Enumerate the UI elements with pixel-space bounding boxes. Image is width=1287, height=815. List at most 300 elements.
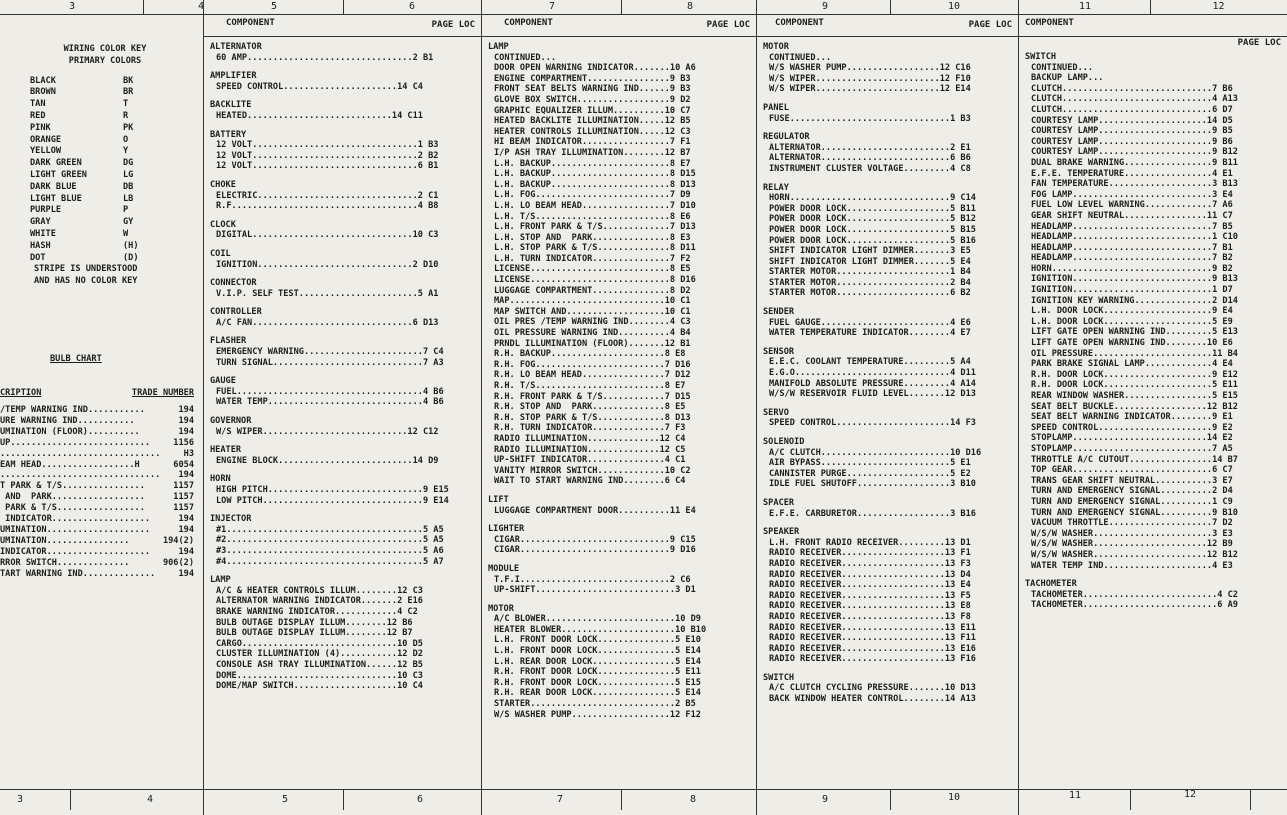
grid-cell: 8: [686, 1, 694, 12]
color-key-title: WIRING COLOR KEY: [63, 44, 147, 54]
bulb-row: [0, 449, 200, 460]
color-code: (H): [123, 240, 139, 251]
component-entry: CLUTCH.............................7 B6: [1031, 83, 1233, 94]
component-entry: L.H. DOOR LOCK.....................9 E4: [1031, 306, 1233, 317]
component-entry: W/S/W RESERVOIR FLUID LEVEL.......12 D13: [769, 389, 976, 400]
color-name: DOT: [30, 252, 46, 263]
component-entry: L.H. FRONT RADIO RECEIVER.........13 D1: [769, 537, 971, 548]
component-entry: R.H. STOP AND PARK..............8 E5: [494, 402, 686, 413]
component-section: [1025, 52, 1281, 571]
component-entry: THROTTLE A/C CUTOUT................14 B7: [1031, 454, 1238, 465]
component-entry: HEATED............................14 C11: [216, 110, 423, 121]
grid-cell: 9: [821, 794, 829, 805]
component-entry: LICENSE...........................8 D16: [494, 275, 696, 286]
bulb-row: [0, 536, 200, 547]
component-entry: L.H. BACKUP.......................8 D15: [494, 169, 696, 180]
color-key-row: [30, 253, 180, 265]
section-title: PANEL: [763, 102, 789, 113]
bulb-row: [0, 470, 200, 481]
component-entry: HEADLAMP...........................7 B1: [1031, 242, 1233, 253]
section-title: SWITCH: [1025, 52, 1057, 62]
color-name: BLACK: [30, 75, 56, 86]
component-section: [210, 575, 475, 692]
component-entry: OIL PRESSURE WARNING IND..........4 B4: [494, 328, 691, 339]
bulb-description: UMINATION................: [0, 535, 130, 546]
component-entry: POWER DOOR LOCK....................5 B16: [769, 235, 976, 246]
component-entry: W/S WIPER............................12 C12: [216, 426, 439, 437]
component-entry: ALTERNATOR.........................6 B6: [769, 153, 971, 164]
column-header: [1019, 16, 1287, 48]
bulb-row: [0, 405, 200, 416]
component-entry: R.H. T/S.........................8 E7: [494, 381, 686, 391]
bulb-trade-number: 194: [178, 470, 194, 481]
grid-divider: [343, 790, 344, 810]
section-title: HEATER: [210, 445, 242, 456]
color-key-subtitle: PRIMARY COLORS: [68, 55, 142, 66]
component-section: [210, 100, 475, 121]
component-list: [210, 42, 475, 692]
component-entry: L.H. LO BEAM HEAD.................7 D10: [494, 200, 696, 211]
component-entry: PARK BRAKE SIGNAL LAMP.............4 E4: [1031, 359, 1233, 370]
section-title: FLASHER: [210, 336, 247, 347]
section-title: CONTROLLER: [210, 307, 262, 318]
section-title: MOTOR: [763, 42, 789, 52]
component-entry: CONTINUED...: [494, 52, 557, 63]
component-entry: AIR BYPASS.........................5 E1: [769, 458, 971, 469]
grid-cell: 4: [146, 794, 154, 805]
color-code: DB: [123, 181, 134, 192]
component-entry: R.H. DOOR LOCK.....................9 E12: [1031, 369, 1238, 380]
component-entry: STOPLAMP..........................14 E2: [1031, 433, 1233, 444]
color-code: O: [123, 134, 129, 145]
color-name: BROWN: [30, 87, 56, 98]
component-header: COMPONENT: [504, 18, 553, 28]
component-entry: 12 VOLT................................1 B3: [216, 140, 439, 151]
component-entry: 12 VOLT................................2 B2: [216, 150, 439, 161]
grid-cell: 7: [548, 1, 556, 12]
component-entry: RADIO RECEIVER....................13 F16: [769, 654, 976, 665]
component-entry: MANIFOLD ABSOLUTE PRESSURE.........4 A14: [769, 378, 976, 389]
component-entry: TURN AND EMERGENCY SIGNAL..........2 D4: [1031, 486, 1233, 497]
component-entry: POWER DOOR LOCK....................5 B11: [769, 203, 976, 214]
component-entry: BULB OUTAGE DISPLAY ILLUM........12 B6: [216, 617, 413, 628]
page-loc-header: PAGE LOC: [1237, 38, 1281, 48]
component-entry: W/S WASHER PUMP..................12 C16: [769, 63, 971, 74]
bulb-trade-number: 6054: [173, 459, 194, 470]
grid-divider: [621, 790, 622, 810]
component-entry: DOME/MAP SWITCH....................10 C4: [216, 681, 423, 692]
component-entry: COURTESY LAMP......................9 B12: [1031, 147, 1238, 158]
component-entry: LIFT GATE OPEN WARNING IND........10 E6: [1031, 338, 1233, 349]
bulb-description: RROR SWITCH..............: [0, 557, 130, 568]
component-entry: L.H. T/S..........................8 E6: [494, 211, 691, 222]
component-entry: HEATER BLOWER......................10 B10: [494, 624, 707, 635]
section-title: SPEAKER: [763, 527, 800, 538]
bulb-trade-number: 194: [178, 514, 194, 525]
grid-divider: [756, 790, 757, 810]
component-section: [763, 673, 1012, 705]
color-name: DARK GREEN: [30, 158, 82, 169]
component-entry: #3......................................5 A6: [216, 545, 444, 556]
grid-divider: [1250, 790, 1251, 810]
component-entry: CLUSTER ILLUMINATION (4)...........12 D2: [216, 649, 423, 660]
component-entry: W/S/W WASHER......................12 B12: [1031, 549, 1238, 560]
component-section: [210, 130, 475, 172]
bulb-trade-number: 194: [178, 568, 194, 579]
color-key-row: [30, 123, 180, 135]
component-entry: LOW PITCH...............................9 E14: [216, 495, 449, 506]
component-entry: RADIO RECEIVER....................13 F11: [769, 633, 976, 644]
component-entry: FAN TEMPERATURE....................3 B13: [1031, 179, 1238, 190]
component-entry: VANITY MIRROR SWITCH.............10 C2: [494, 465, 691, 476]
component-entry: TRANS GEAR SHIFT NEUTRAL...........3 E7: [1031, 475, 1233, 486]
color-key-row: [30, 76, 180, 88]
bulb-chart-list: [0, 405, 200, 580]
color-code: BK: [123, 75, 134, 86]
component-entry: HIGH PITCH..............................9 E15: [216, 485, 449, 495]
component-entry: RADIO RECEIVER....................13 F3: [769, 558, 971, 569]
bulb-description: ...............................: [0, 448, 161, 459]
component-entry: A/C FAN...............................6 D13: [216, 317, 439, 328]
bulb-trade-number: 194: [178, 405, 194, 415]
component-entry: DIGITAL...............................10 C3: [216, 230, 439, 241]
component-entry: EMERGENCY WARNING.......................7 C4: [216, 347, 444, 358]
component-entry: DOOR OPEN WARNING INDICATOR.......10 A6: [494, 63, 696, 74]
grid-divider: [1018, 790, 1019, 810]
color-name: YELLOW: [30, 146, 62, 157]
component-entry: CIGAR.............................9 D16: [494, 545, 696, 556]
component-entry: BRAKE WARNING INDICATOR............4 C2: [216, 606, 418, 617]
component-section: [210, 514, 475, 567]
page-loc-header: PAGE LOC: [431, 20, 475, 30]
section-title: SWITCH: [763, 672, 795, 683]
component-entry: R.H. TURN INDICATOR..............7 F3: [494, 423, 686, 434]
section-title: LAMP: [488, 42, 509, 52]
section-title: MODULE: [488, 563, 520, 574]
component-section: [210, 336, 475, 368]
bulb-trade-number: 194: [178, 426, 194, 437]
component-entry: COURTESY LAMP.....................14 D5: [1031, 115, 1233, 126]
component-entry: WATER TEMP..............................4 B6: [216, 397, 444, 408]
section-title: MOTOR: [488, 603, 514, 614]
bulb-row: [0, 427, 200, 438]
component-entry: BACKUP LAMP...: [1031, 73, 1104, 84]
color-key-row: [30, 87, 180, 99]
bulb-row: [0, 525, 200, 536]
component-entry: L.H. FRONT DOOR LOCK...............5 E10: [494, 635, 701, 646]
component-entry: RADIO RECEIVER....................13 E4: [769, 580, 971, 591]
component-entry: STARTER MOTOR......................2 B4: [769, 277, 971, 288]
stripe-note: AND HAS NO COLOR KEY: [34, 276, 138, 287]
component-entry: WATER TEMP IND.....................4 E3: [1031, 560, 1233, 571]
bulb-description: UMINATION....................: [0, 524, 151, 535]
component-entry: DOME...............................10 C3: [216, 670, 423, 681]
bulb-description: UMINATION (FLOOR)..........: [0, 426, 140, 437]
component-entry: FUEL....................................4 B6: [216, 386, 444, 397]
section-title: GOVERNOR: [210, 416, 252, 427]
color-key-row: [30, 217, 180, 229]
bulb-description: URE WARNING IND...........: [0, 415, 135, 426]
color-name: GRAY: [30, 217, 51, 228]
component-entry: IGNITION..............................2 D10: [216, 259, 439, 270]
component-list: [488, 42, 750, 720]
component-entry: R.H. BACKUP......................8 E8: [494, 349, 686, 360]
component-entry: #4......................................5 A7: [216, 556, 444, 567]
component-entry: GRAPHIC EQUALIZER ILLUM..........10 C7: [494, 105, 691, 116]
component-entry: COURTESY LAMP......................9 B6: [1031, 136, 1233, 147]
component-entry: CONTINUED...: [769, 52, 832, 63]
component-section: [763, 307, 1012, 339]
component-entry: LUGGAGE COMPARTMENT...............8 D2: [494, 285, 691, 296]
section-title: HORN: [210, 474, 231, 485]
grid-cell: 10: [947, 792, 961, 803]
page-loc-header: PAGE LOC: [968, 20, 1012, 30]
color-key-row: [30, 135, 180, 147]
component-section: [488, 564, 750, 596]
component-entry: TOP GEAR...........................6 C7: [1031, 465, 1233, 476]
bulb-row: [0, 492, 200, 503]
component-section: [210, 376, 475, 408]
component-section: [210, 220, 475, 241]
bulb-description: AND PARK..................: [0, 492, 145, 503]
bulb-description: EAM HEAD..................H: [0, 459, 140, 470]
component-entry: R.H. FRONT PARK & T/S............7 D15: [494, 391, 691, 402]
grid-cell: 12: [1183, 789, 1197, 800]
bulb-row: [0, 416, 200, 427]
top-grid-ruler: [0, 0, 1287, 15]
component-section: [210, 416, 475, 437]
bulb-row: [0, 514, 200, 525]
component-section: [210, 71, 475, 92]
component-column-2: [482, 14, 756, 789]
section-title: LAMP: [210, 575, 231, 586]
component-entry: TURN AND EMERGENCY SIGNAL..........1 C9: [1031, 496, 1233, 507]
color-key-row: [30, 146, 180, 158]
component-entry: STOPLAMP...........................7 A5: [1031, 443, 1233, 454]
component-entry: INSTRUMENT CLUSTER VOLTAGE.........4 C8: [769, 163, 971, 174]
bulb-row: [0, 481, 200, 492]
component-entry: W/S/W WASHER......................12 B9: [1031, 539, 1233, 550]
grid-cell: 4: [197, 1, 204, 12]
section-title: SPACER: [763, 497, 795, 508]
component-entry: IDLE FUEL SHUTOFF..................3 B10: [769, 479, 976, 490]
component-entry: L.H. TURN INDICATOR...............7 F2: [494, 253, 691, 264]
bulb-trade-number: 194(2): [162, 535, 194, 546]
component-section: [210, 278, 475, 299]
color-key-column: [0, 14, 203, 789]
component-entry: L.H. BACKUP.......................8 D13: [494, 179, 696, 190]
color-name: TAN: [30, 99, 46, 110]
component-section: [763, 132, 1012, 174]
trade-number-header: TRADE NUMBER: [131, 388, 194, 398]
description-header: CRIPTION: [0, 388, 42, 398]
component-entry: A/C CLUTCH CYCLING PRESSURE.......10 D13: [769, 683, 976, 694]
component-entry: RADIO ILLUMINATION..............12 C5: [494, 444, 686, 455]
color-code: W: [123, 228, 129, 239]
bulb-description: /TEMP WARNING IND...........: [0, 405, 145, 415]
component-section: [763, 527, 1012, 665]
component-entry: R.F....................................4 B8: [216, 201, 439, 212]
column-header: [482, 16, 756, 37]
component-section: [488, 42, 750, 487]
column-header: [757, 16, 1018, 37]
color-key-row: [30, 99, 180, 111]
component-entry: OIL PRESSURE.......................11 B4: [1031, 348, 1238, 359]
component-entry: LUGGAGE COMPARTMENT DOOR..........11 E4: [494, 505, 696, 516]
color-key-row: [30, 158, 180, 170]
bulb-row: [0, 547, 200, 558]
grid-divider: [70, 790, 71, 810]
component-section: [210, 445, 475, 466]
component-entry: E.F.E. TEMPERATURE.................4 E1: [1031, 168, 1233, 179]
bulb-row: [0, 503, 200, 514]
component-entry: R.H. FRONT DOOR LOCK...............5 E15: [494, 677, 701, 688]
component-section: [488, 604, 750, 721]
component-entry: HEADLAMP...........................1 C10: [1031, 232, 1238, 243]
section-title: TACHOMETER: [1025, 579, 1077, 590]
component-entry: #1......................................5 A5: [216, 524, 444, 535]
component-entry: RADIO RECEIVER....................13 E8: [769, 601, 971, 612]
component-section: [763, 183, 1012, 300]
section-title: ALTERNATOR: [210, 42, 262, 52]
component-entry: L.H. FRONT PARK & T/S.............7 D13: [494, 222, 696, 233]
bulb-row: [0, 438, 200, 449]
color-name: WHITE: [30, 228, 56, 239]
color-name: ORANGE: [30, 134, 62, 145]
wiring-color-key: [30, 44, 180, 288]
component-entry: RADIO RECEIVER....................13 E16: [769, 643, 976, 654]
component-entry: OIL PRES /TEMP WARNING IND........4 C3: [494, 317, 691, 328]
component-entry: R.H. REAR DOOR LOCK................5 E14: [494, 688, 701, 699]
component-section: [210, 42, 475, 63]
component-section: [763, 103, 1012, 124]
color-name: RED: [30, 110, 46, 121]
color-key-row: [30, 194, 180, 206]
component-section: [488, 495, 750, 516]
component-entry: A/C & HEATER CONTROLS ILLUM........12 C3: [216, 585, 423, 596]
grid-cell: 9: [821, 1, 829, 12]
component-entry: SHIFT INDICATOR LIGHT DIMMER.......5 E4: [769, 256, 971, 267]
component-entry: WAIT TO START WARNING IND........6 C4: [494, 476, 686, 487]
bulb-trade-number: H3: [183, 448, 194, 459]
component-section: [763, 347, 1012, 400]
component-entry: R.H. DOOR LOCK.....................5 E11: [1031, 380, 1238, 391]
component-entry: BACK WINDOW HEATER CONTROL........14 A13: [769, 694, 976, 705]
component-entry: I/P ASH TRAY ILLUMINATION........12 B7: [494, 147, 691, 158]
component-entry: IGNITION...........................1 D7: [1031, 285, 1233, 296]
component-entry: VACUUM THROTTLE....................7 D2: [1031, 518, 1233, 529]
component-entry: REAR WINDOW WASHER.................5 E15: [1031, 391, 1238, 401]
component-entry: L.H. FRONT DOOR LOCK...............5 E14: [494, 646, 701, 657]
component-entry: MAP..............................10 C1: [494, 296, 691, 307]
component-entry: V.I.P. SELF TEST.......................5 A1: [216, 288, 439, 299]
component-entry: ENGINE COMPARTMENT................9 B3: [494, 73, 691, 84]
component-section: [1025, 579, 1281, 611]
component-entry: R.H. FOG.........................7 D16: [494, 359, 691, 370]
section-title: CLOCK: [210, 219, 236, 230]
color-name: PINK: [30, 122, 51, 133]
component-header: COMPONENT: [226, 18, 275, 28]
section-title: INJECTOR: [210, 514, 252, 525]
color-name: DARK BLUE: [30, 181, 77, 192]
stripe-note: STRIPE IS UNDERSTOOD: [34, 264, 138, 275]
color-name: LIGHT BLUE: [30, 193, 82, 204]
color-code: BR: [123, 87, 134, 98]
component-entry: HEADLAMP...........................7 B2: [1031, 253, 1233, 264]
component-entry: DUAL BRAKE WARNING.................9 B11: [1031, 157, 1238, 168]
component-entry: RADIO RECEIVER....................13 E11: [769, 622, 976, 633]
page-loc-header: PAGE LOC: [706, 20, 750, 30]
grid-divider: [203, 790, 204, 810]
component-entry: GLOVE BOX SWITCH..................9 D2: [494, 94, 691, 105]
color-name: LIGHT GREEN: [30, 169, 87, 180]
section-title: AMPLIFIER: [210, 71, 257, 82]
grid-cell: 11: [1078, 1, 1092, 12]
section-title: SOLENOID: [763, 437, 805, 447]
component-entry: #2......................................5 A5: [216, 535, 444, 546]
component-entry: FUSE...............................1 B3: [769, 113, 971, 124]
section-title: BATTERY: [210, 129, 247, 140]
component-entry: E.F.E. CARBURETOR..................3 B16: [769, 508, 976, 519]
bulb-trade-number: 194: [178, 415, 194, 426]
component-entry: CLUTCH.............................6 D7: [1031, 104, 1233, 115]
color-name: HASH: [30, 240, 51, 251]
bulb-description: PARK & T/S.................: [0, 503, 145, 514]
bulb-trade-number: 1156: [173, 437, 194, 448]
component-section: [210, 180, 475, 212]
color-code: PK: [123, 122, 134, 133]
section-title: REGULATOR: [763, 132, 810, 143]
component-entry: E.E.C. COOLANT TEMPERATURE.........5 A4: [769, 357, 971, 368]
bulb-description: UP...........................: [0, 437, 151, 448]
component-entry: UP-SHIFT...........................3 D1: [494, 585, 696, 596]
component-entry: ELECTRIC...............................2 C1: [216, 190, 439, 201]
bulb-description: INDICATOR...................: [0, 514, 151, 525]
component-entry: T.F.I.............................2 C6: [494, 574, 691, 585]
component-entry: SPEED CONTROL......................14 F3: [769, 418, 976, 429]
component-header: COMPONENT: [775, 18, 824, 28]
grid-cell: 10: [947, 1, 961, 12]
component-column-3: [757, 14, 1018, 789]
bulb-row: [0, 460, 200, 471]
component-entry: CARGO..............................10 D5: [216, 638, 423, 649]
component-entry: CLUTCH.............................4 A13: [1031, 94, 1238, 105]
bulb-description: T PARK & T/S................: [0, 481, 145, 492]
component-entry: CONTINUED...: [1031, 62, 1094, 73]
component-entry: RADIO RECEIVER....................13 D4: [769, 569, 971, 580]
component-entry: L.H. FOG..........................7 D9: [494, 190, 691, 201]
component-entry: SPEED CONTROL......................9 E2: [1031, 422, 1233, 433]
component-entry: WATER TEMPERATURE INDICATOR........4 E7: [769, 328, 971, 339]
component-entry: FUEL LOW LEVEL WARNING.............7 A6: [1031, 200, 1233, 211]
component-entry: HI BEAM INDICATOR.................7 F1: [494, 137, 691, 148]
component-entry: L.H. REAR DOOR LOCK................5 E14: [494, 656, 701, 667]
section-title: SERVO: [763, 407, 789, 418]
bulb-description: INDICATOR....................: [0, 546, 151, 557]
component-entry: RADIO RECEIVER....................13 F5: [769, 590, 971, 601]
component-entry: STARTER............................2 B5: [494, 699, 696, 710]
section-title: LIFT: [488, 494, 509, 505]
component-entry: HORN...............................9 B2: [1031, 263, 1233, 274]
section-title: SENDER: [763, 307, 795, 318]
component-column-4: [1019, 14, 1287, 789]
component-entry: L.H. STOP PARK & T/S..............8 D11: [494, 243, 696, 254]
grid-divider: [481, 790, 482, 810]
color-key-row: [30, 205, 180, 217]
component-entry: SHIFT INDICATOR LIGHT DIMMER.......3 E5: [769, 246, 971, 257]
component-entry: R.H. FRONT DOOR LOCK...............5 E11: [494, 667, 701, 678]
component-entry: STARTER MOTOR......................6 B2: [769, 288, 971, 299]
